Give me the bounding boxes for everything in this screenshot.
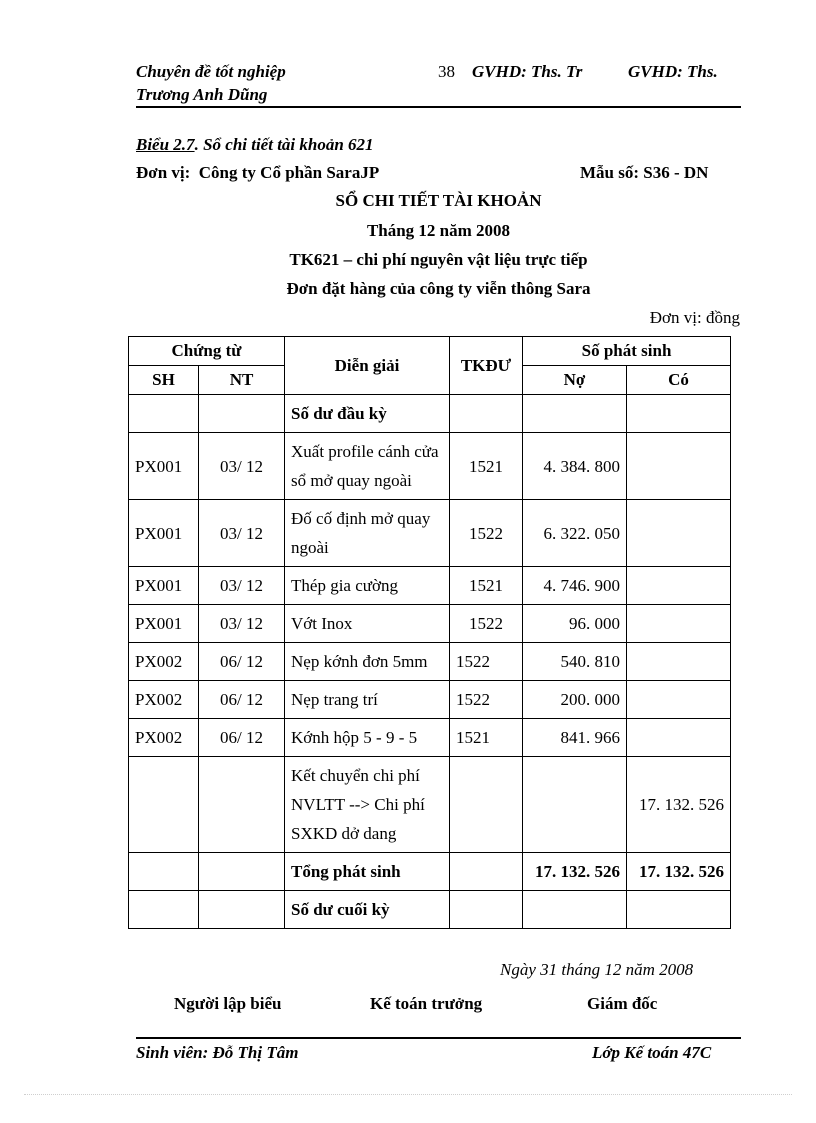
table-header-row — [129, 337, 731, 366]
page-number: 38 — [438, 62, 455, 81]
cell-nt — [199, 891, 285, 929]
cell-tkdu: 1522 — [450, 605, 523, 643]
signature-director: Giám đốc — [587, 994, 658, 1013]
cell-debit: 4. 384. 800 — [523, 433, 627, 500]
signature-date: Ngày 31 tháng 12 năm 2008 — [500, 960, 694, 979]
cell-credit — [627, 605, 731, 643]
cell-tkdu — [450, 853, 523, 891]
cell-tkdu: 1522 — [450, 500, 523, 567]
cell-debit: 6. 322. 050 — [523, 500, 627, 567]
caption-number: Biểu 2.7 — [136, 135, 195, 154]
cell-debit: 4. 746. 900 — [523, 567, 627, 605]
footer-student: Sinh viên: Đỗ Thị Tâm — [136, 1043, 299, 1062]
cell-credit — [627, 891, 731, 929]
unit-label: Đơn vị: — [136, 163, 191, 182]
document-period: Tháng 12 năm 2008 — [366, 221, 511, 240]
table-row — [129, 853, 731, 891]
tkdu-header: TKĐƯ — [450, 337, 523, 395]
cell-debit: 17. 132. 526 — [523, 853, 627, 891]
description-header: Diễn giải — [285, 337, 450, 395]
footer-class: Lớp Kế toán 47C — [592, 1043, 712, 1062]
table-row — [129, 643, 731, 681]
cell-sh: PX002 — [129, 643, 199, 681]
cell-debit — [523, 891, 627, 929]
cell-credit — [627, 719, 731, 757]
cell-nt — [199, 853, 285, 891]
unit-value: Công ty Cổ phần SaraJP — [198, 163, 380, 182]
signature-preparer: Người lập biểu — [174, 994, 282, 1013]
currency-unit: Đơn vị: đồng — [649, 308, 740, 327]
cell-description: Xuất profile cánh cửa sổ mở quay ngoài — [285, 433, 450, 500]
cell-nt — [199, 395, 285, 433]
cell-nt: 03/ 12 — [199, 433, 285, 500]
cell-description: Số dư đầu kỳ — [285, 395, 450, 433]
cell-debit: 540. 810 — [523, 643, 627, 681]
cell-description: Kớnh hộp 5 - 9 - 5 — [285, 719, 450, 757]
amount-header: Số phát sinh — [523, 337, 731, 366]
header-advisor-1: GVHD: Ths. Tr — [472, 62, 583, 81]
sh-header: SH — [129, 366, 199, 395]
footer-rule — [136, 1037, 741, 1039]
cell-description: Kết chuyển chi phí NVLTT --> Chi phí SXKD dở dang — [285, 757, 450, 853]
cell-sh: PX001 — [129, 605, 199, 643]
page-edge-dotted-line — [24, 1094, 792, 1095]
cell-credit: 17. 132. 526 — [627, 853, 731, 891]
header-advisor-2: GVHD: Ths. — [628, 62, 718, 81]
cell-debit — [523, 395, 627, 433]
cell-sh — [129, 757, 199, 853]
table-row — [129, 757, 731, 853]
cell-nt: 06/ 12 — [199, 681, 285, 719]
cell-sh: PX001 — [129, 500, 199, 567]
debit-header: Nợ — [523, 366, 627, 395]
table-row — [129, 433, 731, 500]
cell-description: Đố cố định mở quay ngoài — [285, 500, 450, 567]
cell-sh: PX002 — [129, 681, 199, 719]
document-account: TK621 – chi phí nguyên vật liệu trực tiếp — [289, 250, 588, 269]
credit-header: Có — [627, 366, 731, 395]
caption-title: . Sổ chi tiết tài khoản 621 — [194, 135, 374, 154]
header-author: Trương Anh Dũng — [136, 85, 268, 104]
cell-sh: PX001 — [129, 433, 199, 500]
cell-nt: 06/ 12 — [199, 719, 285, 757]
cell-sh: PX002 — [129, 719, 199, 757]
cell-sh — [129, 853, 199, 891]
cell-credit — [627, 433, 731, 500]
signature-chief-accountant: Kế toán trưởng — [370, 994, 483, 1013]
header-subject: Chuyên đề tốt nghiệp — [136, 62, 286, 81]
cell-nt: 03/ 12 — [199, 500, 285, 567]
cell-debit — [523, 757, 627, 853]
cell-credit — [627, 500, 731, 567]
cell-tkdu: 1521 — [450, 567, 523, 605]
cell-sh — [129, 395, 199, 433]
document-order: Đơn đặt hàng của công ty viễn thông Sara — [286, 279, 591, 298]
cell-credit — [627, 567, 731, 605]
unit-line — [136, 163, 379, 183]
voucher-header: Chứng từ — [129, 337, 285, 366]
cell-tkdu — [450, 757, 523, 853]
cell-debit: 841. 966 — [523, 719, 627, 757]
cell-description: Tổng phát sinh — [285, 853, 450, 891]
cell-credit: 17. 132. 526 — [627, 757, 731, 853]
table-row — [129, 500, 731, 567]
table-row — [129, 567, 731, 605]
cell-credit — [627, 395, 731, 433]
cell-tkdu — [450, 395, 523, 433]
header-rule — [136, 106, 741, 108]
cell-description: Thép gia cường — [285, 567, 450, 605]
table-row — [129, 605, 731, 643]
table-row — [129, 719, 731, 757]
cell-credit — [627, 643, 731, 681]
cell-debit: 96. 000 — [523, 605, 627, 643]
cell-credit — [627, 681, 731, 719]
nt-header: NT — [199, 366, 285, 395]
cell-tkdu: 1521 — [450, 719, 523, 757]
cell-tkdu: 1522 — [450, 643, 523, 681]
cell-description: Nẹp kớnh đơn 5mm — [285, 643, 450, 681]
table-row — [129, 395, 731, 433]
cell-sh: PX001 — [129, 567, 199, 605]
ledger-table — [128, 336, 731, 929]
cell-debit: 200. 000 — [523, 681, 627, 719]
cell-nt: 03/ 12 — [199, 605, 285, 643]
cell-nt: 06/ 12 — [199, 643, 285, 681]
cell-tkdu: 1521 — [450, 433, 523, 500]
form-number: Mẫu số: S36 - DN — [580, 163, 709, 182]
form-caption — [136, 135, 374, 155]
cell-description: Nẹp trang trí — [285, 681, 450, 719]
cell-nt — [199, 757, 285, 853]
cell-description: Số dư cuối kỳ — [285, 891, 450, 929]
cell-sh — [129, 891, 199, 929]
cell-description: Vớt Inox — [285, 605, 450, 643]
document-title: SỔ CHI TIẾT TÀI KHOẢN — [335, 191, 542, 210]
table-row — [129, 681, 731, 719]
cell-nt: 03/ 12 — [199, 567, 285, 605]
cell-tkdu — [450, 891, 523, 929]
table-row — [129, 891, 731, 929]
cell-tkdu: 1522 — [450, 681, 523, 719]
